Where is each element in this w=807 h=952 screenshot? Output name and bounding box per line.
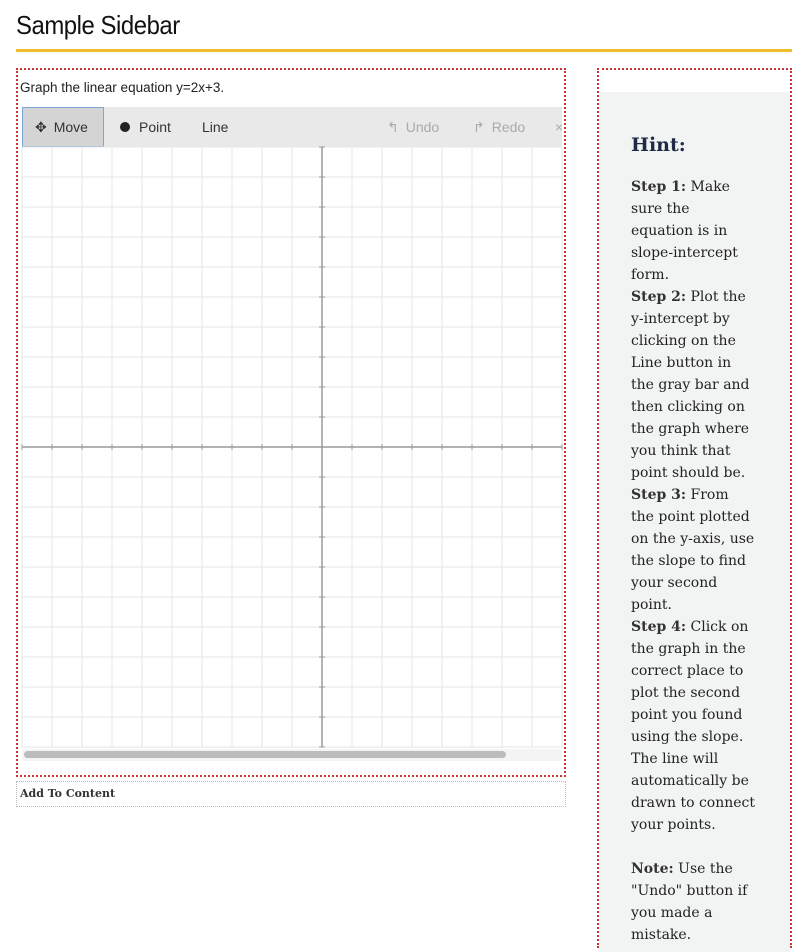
graph-toolbar: [22, 107, 562, 147]
close-icon: ×: [555, 119, 564, 135]
question-text: Graph the linear equation y=2x+3.: [20, 80, 225, 95]
hint-step-4: Step 4: Click on the graph in the correct place to plot the second point you found using the slope. The line will automatically be drawn to connect your points.: [631, 619, 756, 833]
hint-body: [631, 176, 755, 946]
move-icon: ✥: [35, 118, 47, 135]
undo-label: Undo: [405, 119, 440, 135]
point-label: Point: [139, 119, 171, 135]
hint-step-2: Step 2: Plot the y-intercept by clicking on the Line button in the gray bar and then clicking on the graph where you think that point should be.: [631, 289, 750, 481]
graph-canvas[interactable]: [22, 147, 562, 747]
hint-note: Note: Use the "Undo" button if you made a mistake.: [631, 861, 748, 943]
hint-step-3: Step 3: From the point plotted on the y-axis, use the slope to find your second point.: [631, 487, 755, 613]
close-button[interactable]: [555, 107, 563, 147]
line-button[interactable]: [202, 107, 228, 147]
hint-step-1: Step 1: Make sure the equation is in slope-intercept form.: [631, 179, 738, 283]
graph-widget: [16, 68, 566, 777]
undo-button[interactable]: [387, 107, 439, 147]
redo-label: Redo: [491, 119, 526, 135]
undo-icon: ↰: [387, 118, 399, 135]
move-label: Move: [53, 119, 88, 135]
hint-panel: [599, 92, 790, 952]
hint-sidebar: [597, 68, 792, 948]
line-label: Line: [202, 119, 229, 135]
hint-title: Hint:: [631, 134, 686, 156]
point-button[interactable]: [120, 107, 171, 147]
redo-button[interactable]: [473, 107, 525, 147]
page-title: Sample Sidebar: [16, 10, 180, 40]
horizontal-scrollbar[interactable]: [22, 749, 562, 761]
move-button[interactable]: [22, 107, 104, 147]
add-to-content-link[interactable]: Add To Content: [16, 781, 566, 807]
scrollbar-thumb[interactable]: [24, 751, 506, 758]
point-icon: [120, 122, 130, 132]
redo-icon: ↱: [473, 118, 485, 135]
title-underline: [16, 49, 792, 52]
